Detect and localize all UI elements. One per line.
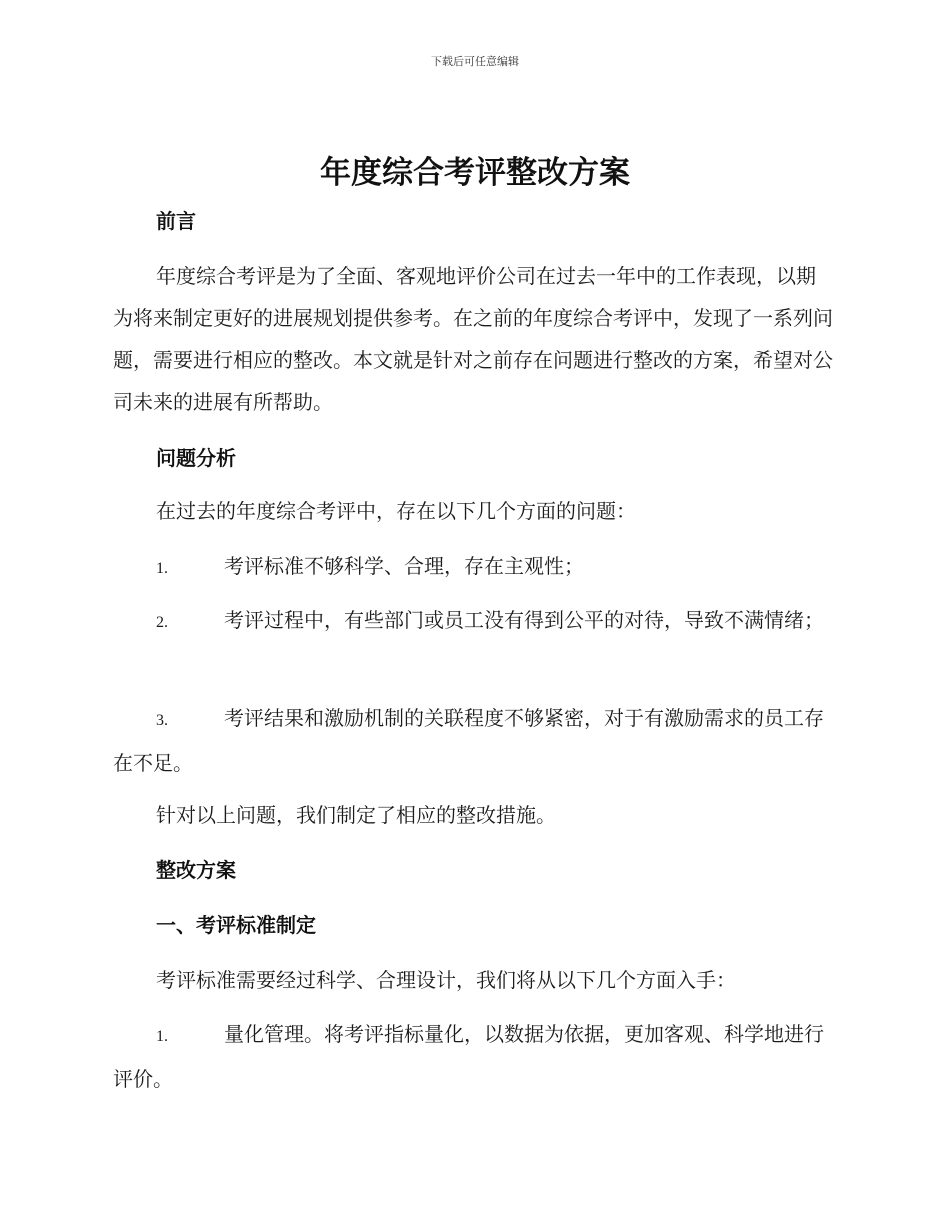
page-header-note: 下载后可任意编辑 [431,55,519,68]
list-item-text: 考评过程中，有些部门或员工没有得到公平的对待，导致不满情绪； [224,608,824,632]
analysis-list-item-2 [113,599,835,644]
document-title: 年度综合考评整改方案 [320,155,630,191]
analysis-intro: 在过去的年度综合考评中，存在以下几个方面的问题： [156,499,636,523]
list-item-number: 3. [156,712,168,729]
list-item-text: 考评结果和激励机制的关联程度不够紧密，对于有激励需求的员工存在不足。 [113,706,824,775]
preface-paragraph: 年度综合考评是为了全面、客观地评价公司在过去一年中的工作表现，以期为将来制定更好的进展规划提供参考。在之前的年度综合考评中，发现了一系列问题，需要进行相应的整改。本文就是针对之前存在问题进行整改的方案，希望对公司未来的进展有所帮助。 [113,264,833,414]
list-item-number: 1. [156,560,168,577]
analysis-heading: 问题分析 [156,446,236,470]
plan-sub1-intro: 考评标准需要经过科学、合理设计，我们将从以下几个方面入手： [156,968,736,992]
list-item-text: 考评标准不够科学、合理，存在主观性； [224,554,584,578]
plan-heading: 整改方案 [156,858,236,882]
plan-subheading-1: 一、考评标准制定 [156,913,316,937]
analysis-list-item-1 [113,545,835,590]
plan-sub1-list-item-1 [113,1013,835,1100]
analysis-list-item-3 [113,697,835,784]
list-item-number: 2. [156,614,168,631]
analysis-conclusion: 针对以上问题，我们制定了相应的整改措施。 [156,803,556,827]
list-item-text: 量化管理。将考评指标量化，以数据为依据，更加客观、科学地进行评价。 [113,1022,824,1091]
preface-heading: 前言 [156,209,196,233]
list-item-number: 1. [156,1028,168,1045]
